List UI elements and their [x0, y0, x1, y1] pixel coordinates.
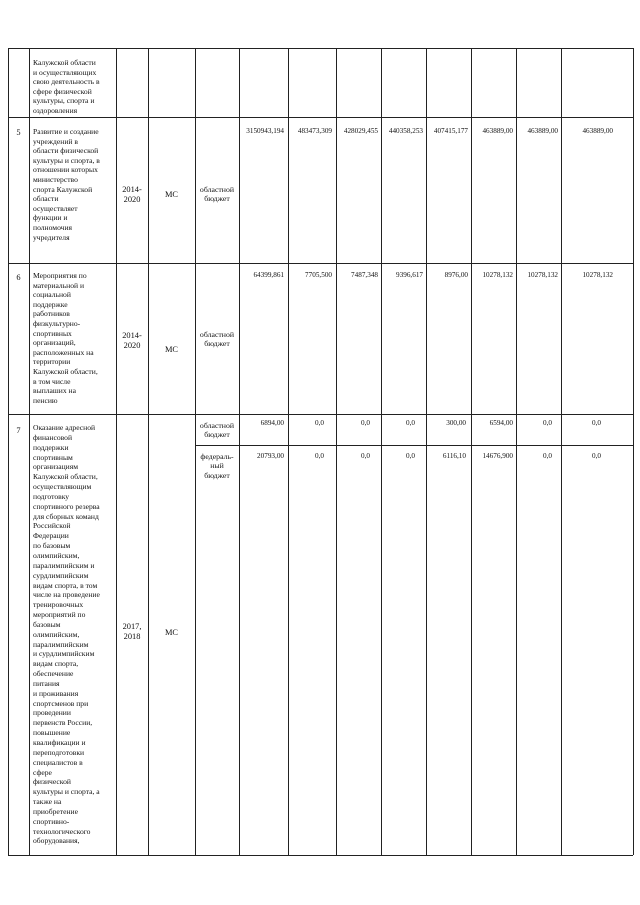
row-number: 7 — [16, 426, 21, 435]
row7-funding-source-regional — [195, 421, 239, 440]
desc-line: Мероприятия по — [33, 271, 87, 280]
value-2015: 0,0 — [361, 452, 370, 460]
value-2017: 6116,10 — [442, 452, 466, 460]
desc-line: числе на проведение — [33, 590, 100, 600]
period-line: 2020 — [123, 195, 141, 205]
desc-line: базовым — [33, 619, 61, 629]
value-2019: 463889,00 — [527, 127, 558, 135]
desc-line: и сурдлимпийским — [33, 649, 95, 659]
source-line: областной — [199, 185, 235, 194]
desc-line: расположенных на — [33, 347, 94, 357]
desc-line: Российской — [33, 521, 71, 531]
value-2020: 0,0 — [592, 419, 601, 427]
desc-line: области физической — [33, 146, 99, 156]
desc-line: видам спорта, в том — [33, 580, 98, 590]
desc-line: и осуществляющих — [33, 67, 97, 77]
value-2019: 0,0 — [543, 419, 552, 427]
desc-line: спортсменов при — [33, 698, 89, 708]
desc-line: Калужской области, — [33, 472, 98, 482]
desc-line: спортивного резерва — [33, 501, 100, 511]
desc-line: переподготовки — [33, 747, 85, 757]
desc-line: тренировочных — [33, 600, 84, 610]
desc-line: приобретение — [33, 806, 78, 816]
desc-line: пенсию — [33, 395, 58, 405]
desc-line: социальной — [33, 290, 71, 300]
desc-line: поддержки — [33, 442, 69, 452]
desc-line: организаций, — [33, 338, 76, 348]
column-divider — [8, 48, 9, 855]
desc-line: видам спорта, — [33, 659, 79, 669]
desc-line: Калужской области — [33, 58, 96, 67]
value-2020: 0,0 — [592, 452, 601, 460]
desc-line: подготовку — [33, 491, 70, 501]
value-2015: 7487,348 — [351, 271, 378, 279]
desc-line: выплаших на — [33, 386, 76, 396]
desc-line: оздоровления — [33, 105, 78, 115]
table-top-border — [8, 48, 633, 49]
desc-line: спортивным — [33, 452, 73, 462]
desc-line: паралимпийским — [33, 639, 89, 649]
row6-executor: МС — [164, 345, 179, 354]
desc-line: культуры, спорта и — [33, 96, 95, 106]
source-line: областной — [199, 421, 235, 430]
desc-line: Оказание адресной — [33, 423, 96, 432]
desc-line: для сборных команд — [33, 511, 99, 521]
desc-line: министерство — [33, 174, 78, 184]
value-2020: 463889,00 — [582, 127, 613, 135]
source-line: ный — [210, 461, 224, 471]
desc-line: полномочия — [33, 222, 73, 232]
desc-line: оборудования, — [33, 836, 80, 846]
source-line: бюджет — [204, 470, 230, 480]
row5-funding-source — [195, 185, 239, 204]
value-2017: 407415,177 — [433, 127, 468, 135]
desc-line: первенств России, — [33, 718, 93, 728]
desc-line: учредителя — [33, 232, 70, 242]
desc-line: функции и — [33, 213, 68, 223]
value-2017: 300,00 — [446, 419, 466, 427]
value-2018: 6594,00 — [489, 419, 513, 427]
row6-description — [33, 271, 98, 405]
sub-row-divider — [195, 445, 633, 446]
value-2018: 463889,00 — [482, 127, 513, 135]
value-2016: 0,0 — [406, 452, 415, 460]
row6-period — [116, 331, 148, 352]
period-line: 2020 — [123, 341, 141, 351]
desc-line: также на — [33, 797, 62, 807]
value-2015: 0,0 — [361, 419, 370, 427]
value-2017: 8976,00 — [444, 271, 468, 279]
desc-line: организациям — [33, 462, 79, 472]
table-bottom-border — [8, 855, 633, 856]
value-2019: 0,0 — [543, 452, 552, 460]
row7-period — [116, 622, 148, 643]
desc-line: культуры и спорта, в — [33, 155, 100, 165]
period-line: 2018 — [123, 632, 141, 642]
row-cont-description — [33, 58, 100, 116]
value-total: 64399,861 — [253, 271, 284, 279]
desc-line: финансовой — [33, 432, 73, 442]
value-2018: 10278,132 — [482, 271, 513, 279]
desc-line: специалистов в — [33, 757, 83, 767]
desc-line: физкультурно- — [33, 318, 81, 328]
column-divider — [29, 48, 30, 855]
row-divider — [8, 263, 633, 264]
value-2018: 14676,900 — [482, 452, 513, 460]
desc-line: осуществляет — [33, 203, 78, 213]
desc-line: олимпийским, — [33, 550, 80, 560]
value-2019: 10278,132 — [527, 271, 558, 279]
row5-period — [116, 185, 148, 206]
row-number: 5 — [16, 128, 21, 137]
desc-line: сфере физической — [33, 86, 92, 96]
desc-line: работников — [33, 309, 70, 319]
desc-line: осуществляющим — [33, 482, 92, 492]
desc-line: по базовым — [33, 541, 71, 551]
desc-line: территории — [33, 357, 71, 367]
desc-line: материальной и — [33, 280, 85, 290]
desc-line: и проживания — [33, 688, 79, 698]
value-2016: 0,0 — [406, 419, 415, 427]
value-2016: 440358,253 — [388, 127, 423, 135]
source-line: бюджет — [204, 339, 230, 349]
desc-line: поддержке — [33, 299, 68, 309]
desc-line: учреждений в — [33, 136, 78, 146]
desc-line: Развитие и создание — [33, 127, 99, 136]
source-line: федераль- — [200, 452, 234, 461]
desc-line: в том числе — [33, 376, 71, 386]
value-total: 6894,00 — [260, 419, 284, 427]
row-number: 6 — [16, 273, 21, 282]
period-line: 2017, — [122, 622, 142, 631]
desc-line: свою деятельность в — [33, 77, 100, 87]
desc-line: физической — [33, 777, 71, 787]
desc-line: отношении которых — [33, 165, 98, 175]
value-2014: 0,0 — [315, 452, 324, 460]
value-total: 3150943,194 — [246, 127, 284, 135]
source-line: бюджет — [204, 430, 230, 440]
desc-line: спорта Калужской — [33, 184, 93, 194]
desc-line: культуры и спорта, а — [33, 787, 100, 797]
desc-line: сфере — [33, 767, 52, 777]
value-total: 20793,00 — [257, 452, 284, 460]
desc-line: квалификации и — [33, 738, 86, 747]
column-divider — [633, 48, 634, 855]
row7-description — [33, 423, 100, 846]
desc-line: области — [33, 194, 59, 204]
period-line: 2014- — [122, 331, 142, 340]
desc-line: Федерации — [33, 531, 69, 541]
desc-line: сурдлимпийским — [33, 570, 89, 580]
row5-executor: МС — [164, 190, 179, 199]
column-divider — [148, 48, 149, 855]
period-line: 2014- — [122, 185, 142, 194]
desc-line: обеспечение — [33, 669, 74, 679]
row5-description — [33, 127, 100, 242]
value-2020: 10278,132 — [582, 271, 613, 279]
value-2015: 428029,455 — [343, 127, 378, 135]
desc-line: паралимпийским и — [33, 560, 95, 570]
value-2014: 483473,309 — [297, 127, 332, 135]
value-2016: 9396,617 — [396, 271, 423, 279]
desc-line: Калужской области, — [33, 366, 98, 376]
row7-executor: МС — [164, 628, 179, 637]
row-divider — [8, 414, 633, 415]
desc-line: технологического — [33, 826, 91, 836]
desc-line: проведении — [33, 708, 71, 718]
desc-line: олимпийским, — [33, 629, 80, 639]
desc-line: спортивно- — [33, 816, 70, 826]
desc-line: мероприятий по — [33, 610, 86, 620]
source-line: бюджет — [204, 194, 230, 204]
desc-line: повышение — [33, 728, 71, 738]
desc-line: питания — [33, 678, 60, 688]
value-2014: 7705,500 — [305, 271, 332, 279]
source-line: областной — [199, 330, 235, 339]
row6-funding-source — [195, 330, 239, 349]
column-divider — [116, 48, 117, 855]
value-2014: 0,0 — [315, 419, 324, 427]
row-divider — [8, 117, 633, 118]
row7-funding-source-federal — [195, 452, 239, 480]
desc-line: спортивных — [33, 328, 72, 338]
